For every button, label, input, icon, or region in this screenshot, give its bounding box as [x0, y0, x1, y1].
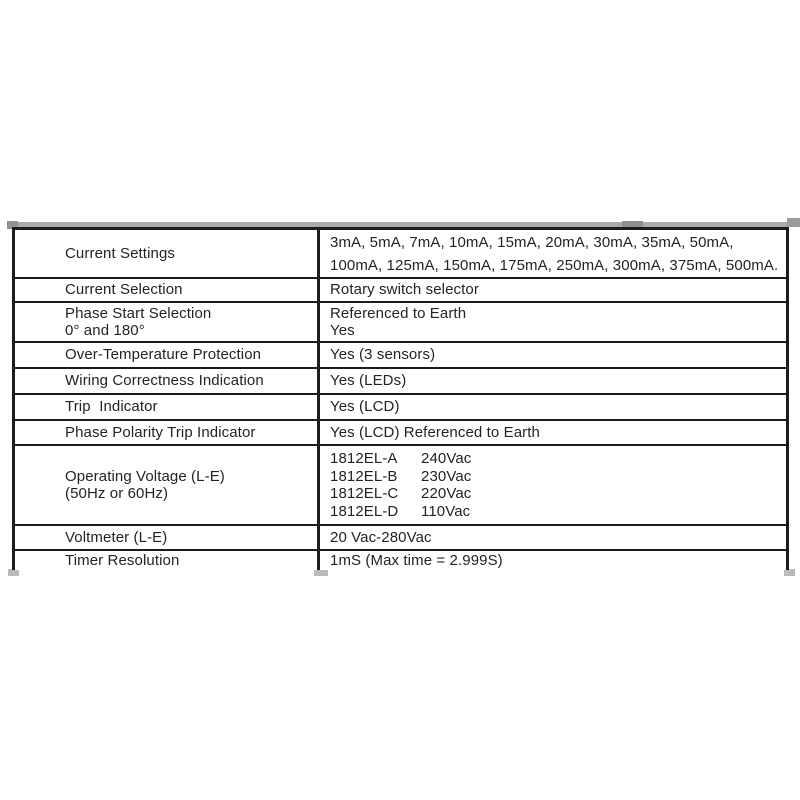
- spec-value-cell: [320, 446, 786, 524]
- voltage-option: [330, 503, 786, 521]
- voltage-option: [330, 468, 786, 486]
- spec-label: Timer Resolution: [65, 551, 180, 569]
- spec-label-cell: [15, 303, 320, 341]
- spec-label: 0° and 180°: [65, 322, 145, 339]
- spec-value: Referenced to Earth: [330, 304, 467, 322]
- spec-value: Yes (3 sensors): [330, 346, 436, 364]
- spec-label: Voltmeter (L-E): [65, 528, 168, 546]
- model-code: 1812EL-D: [330, 502, 399, 520]
- model-voltage: 230Vac: [421, 467, 472, 485]
- scan-artifact-bottom-right-stub: [784, 569, 795, 576]
- spec-label-cell: [15, 526, 320, 549]
- model-voltage: 220Vac: [421, 485, 472, 502]
- spec-label: Trip Indicator: [65, 398, 158, 416]
- spec-value-cell: [320, 526, 786, 549]
- spec-label: Current Settings: [65, 244, 175, 262]
- spec-label: Phase Polarity Trip Indicator: [65, 423, 256, 441]
- model-code: 1812EL-B: [330, 467, 398, 485]
- table-row: [15, 395, 786, 421]
- spec-label: Operating Voltage (L-E): [65, 467, 225, 485]
- table-row: [15, 421, 786, 446]
- spec-label: Over-Temperature Protection: [65, 346, 262, 364]
- scan-artifact-bottom-mid-stub: [314, 569, 328, 576]
- table-row: [15, 230, 786, 279]
- scan-artifact-top-right-mark: [787, 218, 800, 227]
- spec-value: Yes (LCD) Referenced to Earth: [330, 423, 540, 441]
- spec-label: Phase Start Selection: [65, 304, 212, 322]
- spec-label-cell: [15, 446, 320, 524]
- spec-label-cell: [15, 421, 320, 444]
- spec-value-cell: [320, 369, 786, 393]
- spec-value: Rotary switch selector: [330, 281, 479, 299]
- spec-label: (50Hz or 60Hz): [65, 485, 169, 502]
- table-row: [15, 369, 786, 395]
- spec-value-cell: [320, 551, 786, 570]
- table-row: [15, 446, 786, 526]
- table-row: [15, 551, 786, 570]
- spec-label-cell: [15, 395, 320, 419]
- voltage-option: [330, 485, 786, 503]
- table-row: [15, 343, 786, 369]
- spec-label: Current Selection: [65, 281, 183, 299]
- spec-value-cell: [320, 303, 786, 341]
- model-voltage: 110Vac: [421, 502, 471, 520]
- spec-value: 3mA, 5mA, 7mA, 10mA, 15mA, 20mA, 30mA, 35mA, 50mA,: [330, 233, 734, 251]
- spec-label-cell: [15, 343, 320, 367]
- spec-value-cell: [320, 421, 786, 444]
- spec-label-cell: [15, 369, 320, 393]
- spec-value: Yes: [330, 322, 355, 339]
- spec-label-cell: [15, 230, 320, 277]
- spec-value-cell: [320, 279, 786, 301]
- spec-value: 100mA, 125mA, 150mA, 175mA, 250mA, 300mA, 375mA, 500mA.: [330, 256, 779, 274]
- spec-value: Yes (LEDs): [330, 372, 407, 390]
- spec-label-cell: [15, 279, 320, 301]
- spec-label: Wiring Correctness Indication: [65, 372, 264, 390]
- table-row: [15, 526, 786, 551]
- table-row: [15, 303, 786, 343]
- model-code: 1812EL-A: [330, 450, 398, 467]
- voltage-option: [330, 450, 786, 468]
- spec-label-cell: [15, 551, 320, 570]
- spec-value-cell: [320, 395, 786, 419]
- spec-value-cell: [320, 343, 786, 367]
- spec-value: Yes (LCD): [330, 398, 400, 416]
- model-code: 1812EL-C: [330, 485, 399, 502]
- spec-value: 1mS (Max time = 2.999S): [330, 551, 503, 569]
- spec-table: [12, 227, 789, 570]
- spec-value: 20 Vac-280Vac: [330, 528, 432, 546]
- model-voltage: 240Vac: [421, 450, 472, 467]
- scan-artifact-bottom-left-stub: [8, 569, 19, 576]
- spec-value-cell: [320, 230, 786, 277]
- table-row: [15, 279, 786, 303]
